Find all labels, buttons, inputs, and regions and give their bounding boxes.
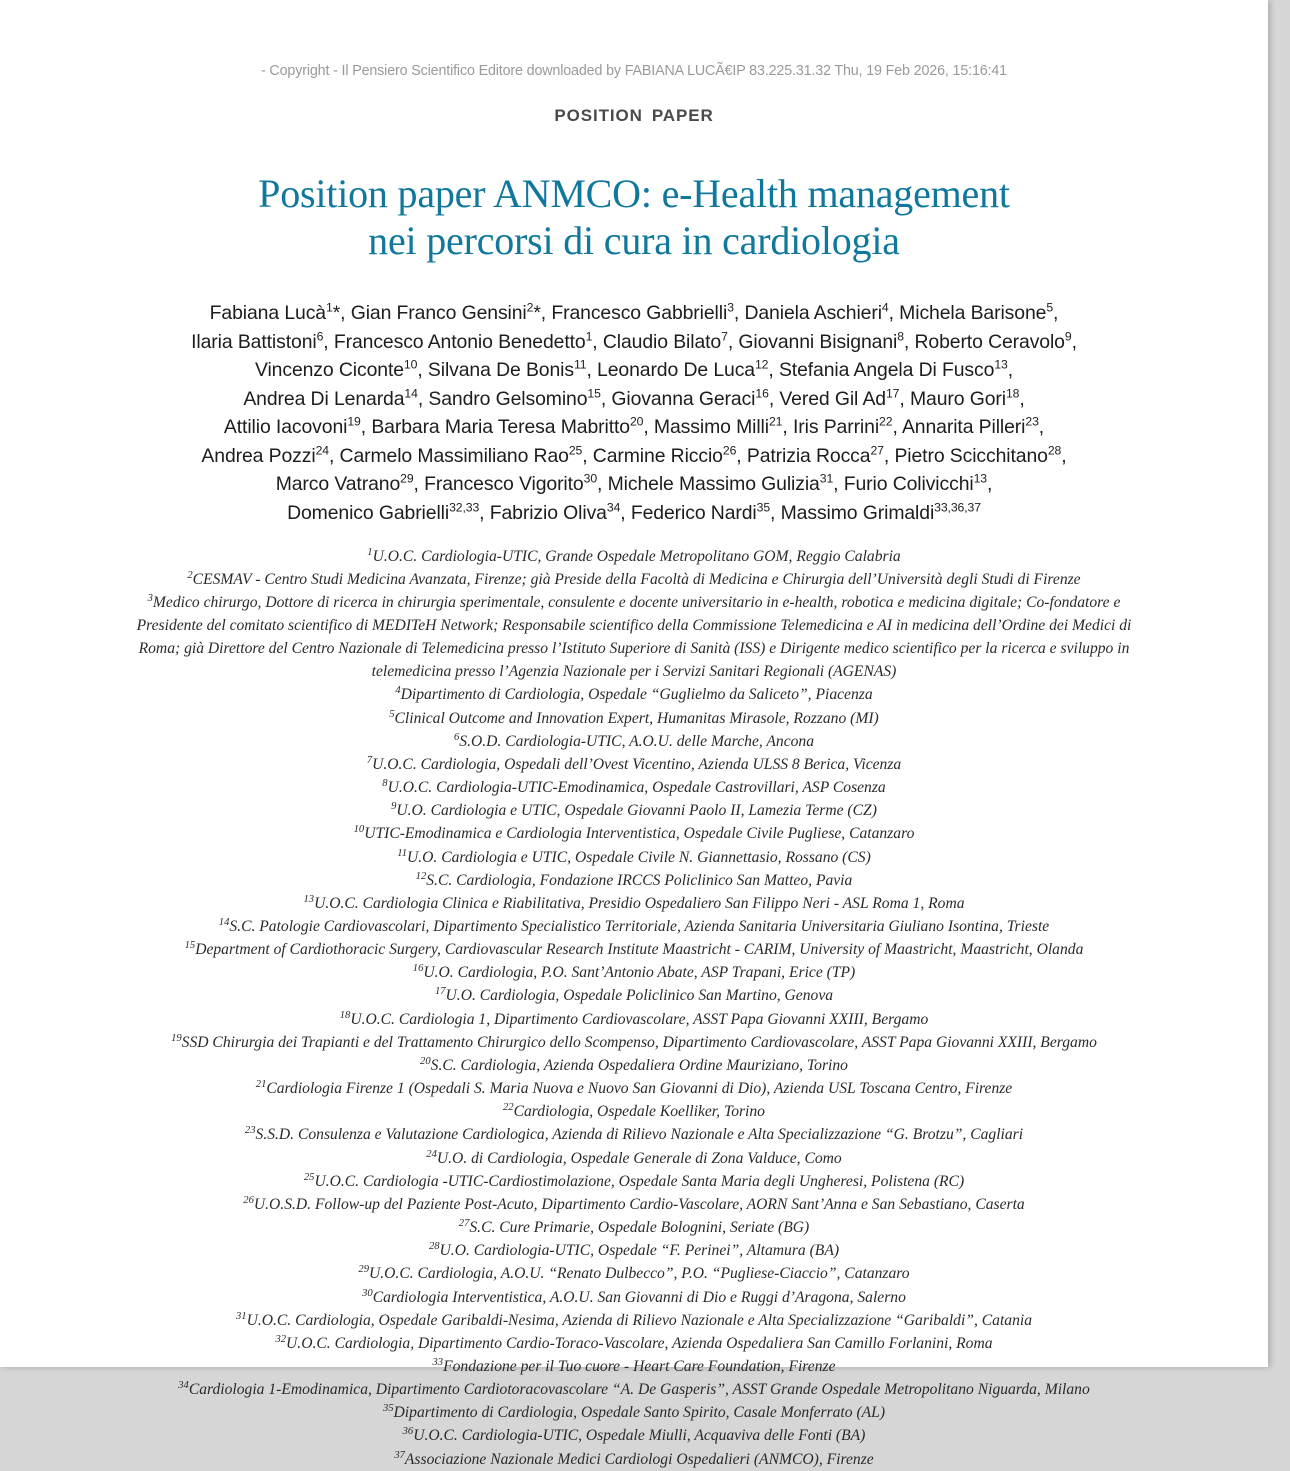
affiliation-item: $^{33}$Fondazione per il Tuo cuore - Heart Care Foundation, Firenze <box>432 1356 836 1375</box>
affiliation-item: $^{19}$SSD Chirurgia dei Trapianti e del Trattamento Chirurgico dello Scompenso, Dipartimento Cardiovascolare, ASST Papa Giovanni XXIII, Bergamo <box>171 1032 1097 1051</box>
author-list <box>130 264 1138 527</box>
page-title <box>130 126 1138 264</box>
affiliation-item: $^{27}$S.C. Cure Primarie, Ospedale Bolognini, Seriate (BG) <box>458 1217 810 1237</box>
affiliation-item: $^{14}$S.C. Patologie Cardiovascolari, Dipartimento Specialistico Territoriale, Azienda Sanitaria Universitaria Giuliano Isontina, Trieste <box>218 916 1050 935</box>
article-type-word-1: POSITION <box>554 106 643 125</box>
affiliation-item: $^{34}$Cardiologia 1-Emodinamica, Dipartimento Cardiotoracovascolare “A. De Gasperis”, ASST Grande Ospedale Metropolitano Niguarda, Milano <box>178 1379 1090 1399</box>
affiliation-item: $^{37}$Associazione Nazionale Medici Cardiologi Ospedalieri (ANMCO), Firenze <box>394 1449 874 1468</box>
author-line: Ilaria Battistoni$^6$, Francesco Antonio Benedetto$^1$, Claudio Bilato$^7$, Giovanni Bisignani$^8$, Roberto Ceravolo$^9$, <box>191 329 1077 353</box>
affiliation-item: $^{18}$U.O.C. Cardiologia 1, Dipartimento Cardiovascolare, ASST Papa Giovanni XXIII, Bergamo <box>339 1009 929 1028</box>
affiliation-item: $^{24}$U.O. di Cardiologia, Ospedale Generale di Zona Valduce, Como <box>426 1148 842 1167</box>
affiliation-item: $^{17}$U.O. Cardiologia, Ospedale Policlinico San Martino, Genova <box>434 986 834 1005</box>
affiliation-item: $^5$Clinical Outcome and Innovation Expert, Humanitas Mirasole, Rozzano (MI) <box>389 708 879 727</box>
article-type-word-2: PAPER <box>651 106 714 125</box>
affiliation-item: $^{31}$U.O.C. Cardiologia, Ospedale Garibaldi-Nesima, Azienda di Rilievo Nazionale e Alta Specializzazione “Garibaldi”, Catania <box>235 1310 1033 1329</box>
affiliation-item: $^6$S.O.D. Cardiologia-UTIC, A.O.U. delle Marche, Ancona <box>453 731 815 750</box>
affiliation-item: $^{22}$Cardiologia, Ospedale Koelliker, Torino <box>503 1102 765 1121</box>
page-title-line-2: nei percorsi di cura in cardiologia <box>368 218 900 264</box>
author-line: Vincenzo Ciconte$^{10}$, Silvana De Bonis$^{11}$, Leonardo De Luca$^{12}$, Stefania Angela Di Fusco$^{13}$, <box>254 357 1014 382</box>
article-type-label <box>130 106 1138 126</box>
affiliation-item: $^{29}$U.O.C. Cardiologia, A.O.U. “Renato Dulbecco”, P.O. “Pugliese-Ciaccio”, Catanzaro <box>358 1264 910 1283</box>
author-line: Attilio Iacovoni$^{19}$, Barbara Maria Teresa Mabritto$^{20}$, Massimo Milli$^{21}$, Iris Parrini$^{22}$, Annarita Pilleri$^{23}$, <box>223 414 1045 439</box>
affiliation-list <box>130 528 1138 1471</box>
affiliation-item: $^4$Dipartimento di Cardiologia, Ospedale “Guglielmo da Saliceto”, Piacenza <box>395 685 873 704</box>
page-title-line-1: Position paper ANMCO: e-Health management <box>258 171 1010 216</box>
affiliation-item: $^{35}$Dipartimento di Cardiologia, Ospedale Santo Spirito, Casale Monferrato (AL) <box>382 1403 886 1422</box>
affiliation-item: $^{32}$U.O.C. Cardiologia, Dipartimento Cardio-Toraco-Vascolare, Azienda Ospedaliera San Camillo Forlanini, Roma <box>275 1333 993 1352</box>
author-line: Domenico Gabrielli$^{32,33}$, Fabrizio Oliva$^{34}$, Federico Nardi$^{35}$, Massimo Grimaldi$^{33,36,37}$ <box>287 500 981 524</box>
affiliation-item: $^{25}$U.O.C. Cardiologia -UTIC-Cardiostimolazione, Ospedale Santa Maria degli Ungheresi, Polistena (RC) <box>303 1171 965 1190</box>
affiliation-item: $^{15}$Department of Cardiothoracic Surgery, Cardiovascular Research Institute Maastricht - CARIM, University of Maastricht, Maastricht, Olanda <box>184 939 1084 959</box>
affiliation-item: $^{26}$U.O.S.D. Follow-up del Paziente Post-Acuto, Dipartimento Cardio-Vascolare, AORN Sant’Anna e San Sebastiano, Caserta <box>243 1194 1025 1213</box>
affiliation-item: $^9$U.O. Cardiologia e UTIC, Ospedale Giovanni Paolo II, Lamezia Terme (CZ) <box>391 801 877 820</box>
affiliation-item: $^{20}$S.C. Cardiologia, Azienda Ospedaliera Ordine Mauriziano, Torino <box>420 1055 848 1074</box>
affiliation-item: $^{13}$U.O.C. Cardiologia Clinica e Riabilitativa, Presidio Ospedaliero San Filippo Neri - ASL Roma 1, Roma <box>303 893 965 912</box>
affiliation-item: $^3$Medico chirurgo, Dottore di ricerca in chirurgia sperimentale, consulente e docente universitario in e-health, robotica e medicina digitale; Co-fondatore e Presidente del comitato scientifico di MEDITeH Network; Responsabile scientifico della Commissione Telemedicina e AI in medicina dell’Ordine dei Medici di Roma; già Direttore del Centro Nazionale di Telemedicina presso l’Istituto Superiore di Sanità (ISS) e Dirigente medico scientifico per la ricerca e sviluppo in telemedicina presso l’Agenzia Nazionale per i Servizi Sanitari Regionali (AGENAS) <box>136 592 1132 681</box>
affiliation-item: $^7$U.O.C. Cardiologia, Ospedali dell’Ovest Vicentino, Azienda ULSS 8 Berica, Vicenza <box>366 754 902 773</box>
copyright-download-stamp: - Copyright - Il Pensiero Scientifico Editore downloaded by FABIANA LUCÃ€IP 83.225.31.32 Thu, 19 Feb 2026, 15:16:41 <box>261 63 1007 79</box>
author-line: Marco Vatrano$^{29}$, Francesco Vigorito$^{30}$, Michele Massimo Gulizia$^{31}$, Furio Colivicchi$^{13}$, <box>275 472 993 496</box>
affiliation-item: $^{28}$U.O. Cardiologia-UTIC, Ospedale “F. Perinei”, Altamura (BA) <box>428 1241 840 1260</box>
author-line: Andrea Di Lenarda$^{14}$, Sandro Gelsomino$^{15}$, Giovanna Geraci$^{16}$, Vered Gil Ad$^{17}$, Mauro Gori$^{18}$, <box>243 386 1025 410</box>
affiliation-item: $^{36}$U.O.C. Cardiologia-UTIC, Ospedale Miulli, Acquaviva delle Fonti (BA) <box>402 1426 866 1445</box>
affiliation-item: $^{21}$Cardiologia Firenze 1 (Ospedali S. Maria Nuova e Nuovo San Giovanni di Dio), Azienda USL Toscana Centro, Firenze <box>255 1078 1013 1098</box>
affiliation-item: $^{10}$UTIC-Emodinamica e Cardiologia Interventistica, Ospedale Civile Pugliese, Catanzaro <box>353 824 915 843</box>
affiliation-item: $^{30}$Cardiologia Interventistica, A.O.U. San Giovanni di Dio e Ruggi d’Aragona, Salerno <box>362 1287 906 1306</box>
affiliation-item: $^{11}$U.O. Cardiologia e UTIC, Ospedale Civile N. Giannettasio, Rossano (CS) <box>397 847 871 866</box>
affiliation-item: $^2$CESMAV - Centro Studi Medicina Avanzata, Firenze; già Preside della Facoltà di Medicina e Chirurgia dell’Università degli Studi di Firenze <box>187 569 1081 588</box>
affiliation-item: $^{12}$S.C. Cardiologia, Fondazione IRCCS Policlinico San Matteo, Pavia <box>415 870 853 889</box>
author-line: Fabiana Lucà$^1$*, Gian Franco Gensini$^2$*, Francesco Gabbrielli$^3$, Daniela Aschieri$^4$, Michela Barisone$^5$, <box>209 300 1059 325</box>
affiliation-item: $^{23}$S.S.D. Consulenza e Valutazione Cardiologica, Azienda di Rilievo Nazionale e Alta Specializzazione “G. Brotzu”, Cagliari <box>244 1125 1024 1144</box>
author-line: Andrea Pozzi$^{24}$, Carmelo Massimiliano Rao$^{25}$, Carmine Riccio$^{26}$, Patrizia Rocca$^{27}$, Pietro Scicchitano$^{28}$, <box>201 443 1067 467</box>
affiliation-item: $^1$U.O.C. Cardiologia-UTIC, Grande Ospedale Metropolitano GOM, Reggio Calabria <box>367 546 901 565</box>
affiliation-item: $^{16}$U.O. Cardiologia, P.O. Sant’Antonio Abate, ASP Trapani, Erice (TP) <box>412 963 856 982</box>
affiliation-item: $^8$U.O.C. Cardiologia-UTIC-Emodinamica, Ospedale Castrovillari, ASP Cosenza <box>382 777 886 797</box>
